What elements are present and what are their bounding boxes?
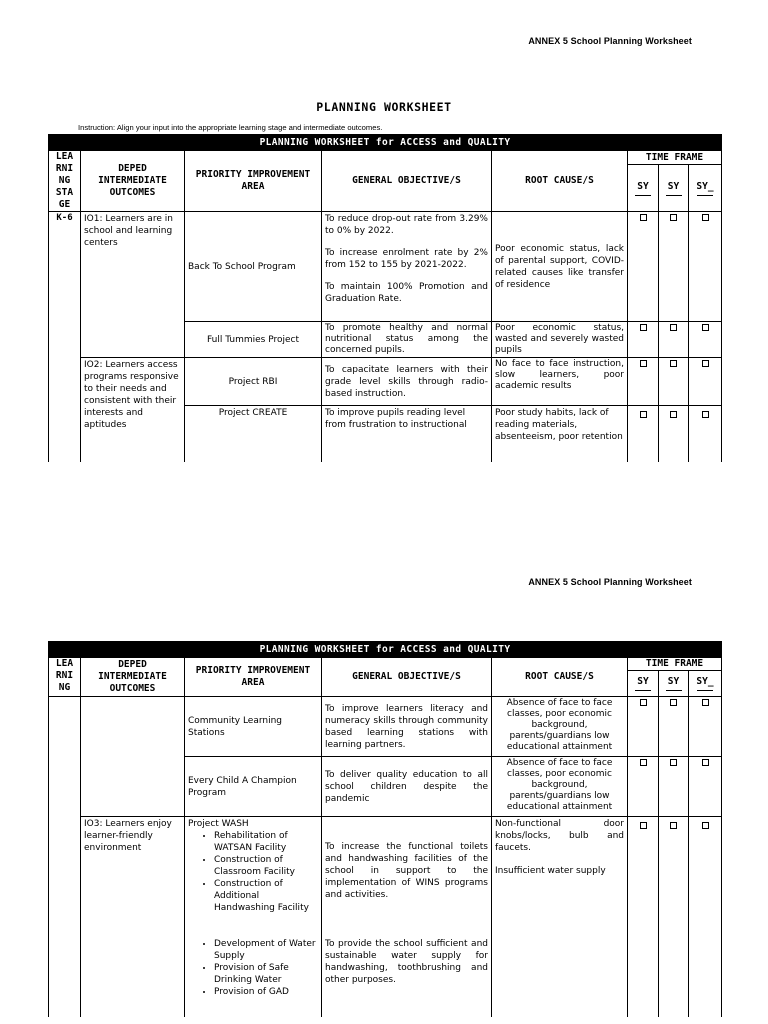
general-objective: To capacitate learners with their grade level skills through radio-based instruction. (322, 358, 492, 406)
outcome-io1: IO1: Learners are in school and learning centers (81, 212, 185, 358)
priority-area: Community Learning Stations (185, 697, 322, 757)
table-row (49, 212, 722, 322)
sy-label: SY_ (696, 676, 714, 687)
table-banner: PLANNING WORKSHEET for ACCESS and QUALITY (49, 135, 722, 151)
sy2-checkbox[interactable] (659, 406, 689, 462)
learning-stage-label: LEA RNI NG (55, 658, 74, 693)
priority-area: Project CREATE (185, 406, 322, 462)
col-intermediate-outcomes: DEPED INTERMEDIATE OUTCOMES (81, 658, 185, 697)
sy3-checkbox[interactable] (689, 322, 722, 358)
priority-area-wash (185, 817, 322, 1017)
sy2-checkbox[interactable] (659, 212, 689, 322)
sy1-checkbox[interactable] (628, 322, 659, 358)
general-objective: To promote healthy and normal nutritional status among the concerned pupils. (322, 322, 492, 358)
sy1-checkbox[interactable] (628, 817, 659, 1017)
objective-item: To increase the functional toilets and handwashing facilities of the school in support to the implementation of WINS programs and activities. (325, 842, 488, 900)
col-learning-stage (49, 658, 81, 697)
wash-title: Project WASH (188, 819, 249, 829)
table-row (49, 697, 722, 757)
table-row (49, 358, 722, 406)
col-priority-area: PRIORITY IMPROVEMENT AREA (185, 151, 322, 212)
list-item: • Development of Water Supply (214, 938, 318, 962)
annex-header: ANNEX 5 School Planning Worksheet (528, 36, 692, 46)
col-time-frame: TIME FRAME (628, 151, 722, 165)
general-objective (322, 212, 492, 322)
sy1-checkbox[interactable] (628, 757, 659, 817)
table-banner: PLANNING WORKSHEET for ACCESS and QUALITY (49, 642, 722, 658)
sy2-checkbox[interactable] (659, 757, 689, 817)
sy2-checkbox[interactable] (659, 358, 689, 406)
col-sy-3 (689, 165, 722, 212)
wash-list-b (188, 938, 318, 998)
objective-item: To maintain 100% Promotion and Graduation Rate. (325, 282, 488, 304)
priority-area: Project RBI (185, 358, 322, 406)
list-item: • Construction of Classroom Facility (214, 854, 318, 878)
wash-list-a (188, 830, 318, 914)
table-row (49, 817, 722, 1017)
col-priority-area: PRIORITY IMPROVEMENT AREA (185, 658, 322, 697)
learning-stage-value: K-6 (49, 212, 81, 462)
sy1-checkbox[interactable] (628, 406, 659, 462)
sy3-checkbox[interactable] (689, 817, 722, 1017)
col-sy-3 (689, 671, 722, 697)
sy1-checkbox[interactable] (628, 212, 659, 322)
objective-item: To provide the school sufficient and sustainable water supply for handwashing, toothbrushing and other purposes. (325, 939, 488, 985)
sy-label: SY (637, 676, 649, 687)
instruction-text: Instruction: Align your input into the appropriate learning stage and intermediate outcomes. (78, 123, 383, 132)
outcome-empty (81, 697, 185, 817)
root-item: Non-functional door knobs/locks, bulb and faucets. (495, 819, 624, 853)
col-sy-1 (628, 165, 659, 212)
sy-label: SY_ (696, 180, 714, 192)
col-learning-stage (49, 151, 81, 212)
sy-label: SY (667, 180, 680, 192)
list-item: • Provision of GAD (214, 986, 318, 998)
sy1-checkbox[interactable] (628, 358, 659, 406)
planning-table-1 (48, 134, 722, 462)
col-general-objective: GENERAL OBJECTIVE/S (322, 658, 492, 697)
planning-table-2 (48, 641, 722, 1017)
general-objective: To improve pupils reading level from frustration to instructional (322, 406, 492, 462)
general-objective-wash (322, 817, 492, 1017)
priority-area: Back To School Program (185, 212, 322, 322)
sy3-checkbox[interactable] (689, 212, 722, 322)
outcome-io2: IO2: Learners access programs responsive to their needs and consistent with their interests and aptitudes (81, 358, 185, 462)
sy1-checkbox[interactable] (628, 697, 659, 757)
sy3-checkbox[interactable] (689, 757, 722, 817)
list-item: • Provision of Safe Drinking Water (214, 962, 318, 986)
root-item: Insufficient water supply (495, 866, 606, 876)
annex-header-2: ANNEX 5 School Planning Worksheet (528, 577, 692, 587)
list-item: • Rehabilitation of WATSAN Facility (214, 830, 318, 854)
col-sy-1 (628, 671, 659, 697)
col-sy-2 (659, 165, 689, 212)
priority-area: Every Child A Champion Program (185, 757, 322, 817)
outcome-io3: IO3: Learners enjoy learner-friendly environment (81, 817, 185, 1017)
sy2-checkbox[interactable] (659, 322, 689, 358)
learning-stage-value (49, 697, 81, 1017)
col-intermediate-outcomes: DEPED INTERMEDIATE OUTCOMES (81, 151, 185, 212)
general-objective: To deliver quality education to all school children despite the pandemic (322, 757, 492, 817)
sy3-checkbox[interactable] (689, 358, 722, 406)
root-cause-wash (492, 817, 628, 1017)
col-root-cause: ROOT CAUSE/S (492, 658, 628, 697)
col-general-objective: GENERAL OBJECTIVE/S (322, 151, 492, 212)
sy3-checkbox[interactable] (689, 406, 722, 462)
sy2-checkbox[interactable] (659, 817, 689, 1017)
list-item: • Construction of Additional Handwashing Facility (214, 878, 318, 914)
general-objective: To improve learners literacy and numeracy skills through community based learning stations with learning partners. (322, 697, 492, 757)
root-cause: Absence of face to face classes, poor economic background, parents/guardians low educational attainment (492, 757, 628, 817)
objective-item: To increase enrolment rate by 2% from 152 to 155 by 2021-2022. (325, 248, 488, 270)
learning-stage-label: LEA RNI NG STA GE (55, 151, 74, 210)
priority-area: Full Tummies Project (185, 322, 322, 358)
root-cause: Absence of face to face classes, poor economic background, parents/guardians low educational attainment (492, 697, 628, 757)
col-sy-2 (659, 671, 689, 697)
root-cause: No face to face instruction, slow learners, poor academic results (492, 358, 628, 406)
page-title: PLANNING WORKSHEET (316, 100, 452, 114)
root-cause: Poor economic status, wasted and severely wasted pupils (492, 322, 628, 358)
root-cause: Poor economic status, lack of parental support, COVID-related causes like transfer of residence (492, 212, 628, 322)
sy2-checkbox[interactable] (659, 697, 689, 757)
sy-label: SY (637, 180, 649, 192)
col-root-cause: ROOT CAUSE/S (492, 151, 628, 212)
root-cause: Poor study habits, lack of reading materials, absenteeism, poor retention (492, 406, 628, 462)
sy-label: SY (667, 676, 680, 687)
sy3-checkbox[interactable] (689, 697, 722, 757)
col-time-frame: TIME FRAME (628, 658, 722, 671)
objective-item: To reduce drop-out rate from 3.29% to 0% by 2022. (325, 214, 488, 236)
